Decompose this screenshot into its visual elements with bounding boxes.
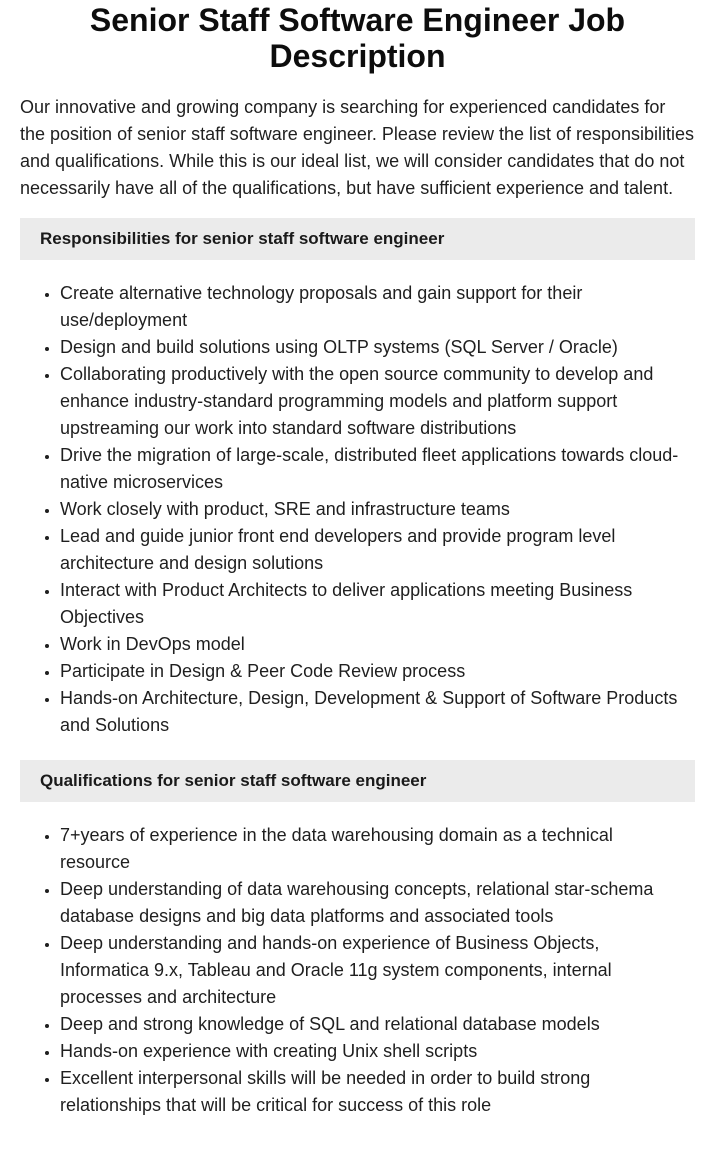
list-item: • Drive the migration of large-scale, distributed fleet applications towards cloud-native microservices bbox=[60, 442, 695, 496]
responsibilities-list bbox=[20, 280, 695, 739]
list-item: • Deep understanding of data warehousing concepts, relational star-schema database designs and big data platforms and associated tools bbox=[60, 876, 695, 930]
list-item: • Deep and strong knowledge of SQL and relational database models bbox=[60, 1011, 695, 1038]
list-item: • 7+years of experience in the data warehousing domain as a technical resource bbox=[60, 822, 695, 876]
list-item: • Deep understanding and hands-on experience of Business Objects, Informatica 9.x, Tableau and Oracle 11g system components, internal processes and architecture bbox=[60, 930, 695, 1011]
list-item: • Participate in Design & Peer Code Review process bbox=[60, 658, 695, 685]
qualifications-heading: Qualifications for senior staff software engineer bbox=[20, 760, 695, 802]
qualifications-list bbox=[20, 822, 695, 1119]
list-item: • Create alternative technology proposals and gain support for their use/deployment bbox=[60, 280, 695, 334]
list-item: • Excellent interpersonal skills will be needed in order to build strong relationships that will be critical for success of this role bbox=[60, 1065, 695, 1119]
responsibilities-heading: Responsibilities for senior staff software engineer bbox=[20, 218, 695, 260]
list-item: • Hands-on experience with creating Unix shell scripts bbox=[60, 1038, 695, 1065]
list-item: • Hands-on Architecture, Design, Development & Support of Software Products and Solutions bbox=[60, 685, 695, 739]
list-item: • Interact with Product Architects to deliver applications meeting Business Objectives bbox=[60, 577, 695, 631]
list-item: • Work in DevOps model bbox=[60, 631, 695, 658]
list-item: • Work closely with product, SRE and infrastructure teams bbox=[60, 496, 695, 523]
intro-paragraph: Our innovative and growing company is searching for experienced candidates for the position of senior staff software engineer. Please review the list of responsibilities and qualifications. While this is our ideal list, we will consider candidates that do not necessarily have all of the qualifications, but have sufficient experience and talent. bbox=[20, 97, 695, 198]
list-item: • Collaborating productively with the open source community to develop and enhance industry-standard programming models and platform support upstreaming our work into standard software distributions bbox=[60, 361, 695, 442]
list-item: • Lead and guide junior front end developers and provide program level architecture and design solutions bbox=[60, 523, 695, 577]
page-title: Senior Staff Software Engineer Job Description bbox=[89, 2, 626, 74]
list-item: • Design and build solutions using OLTP systems (SQL Server / Oracle) bbox=[60, 334, 695, 361]
